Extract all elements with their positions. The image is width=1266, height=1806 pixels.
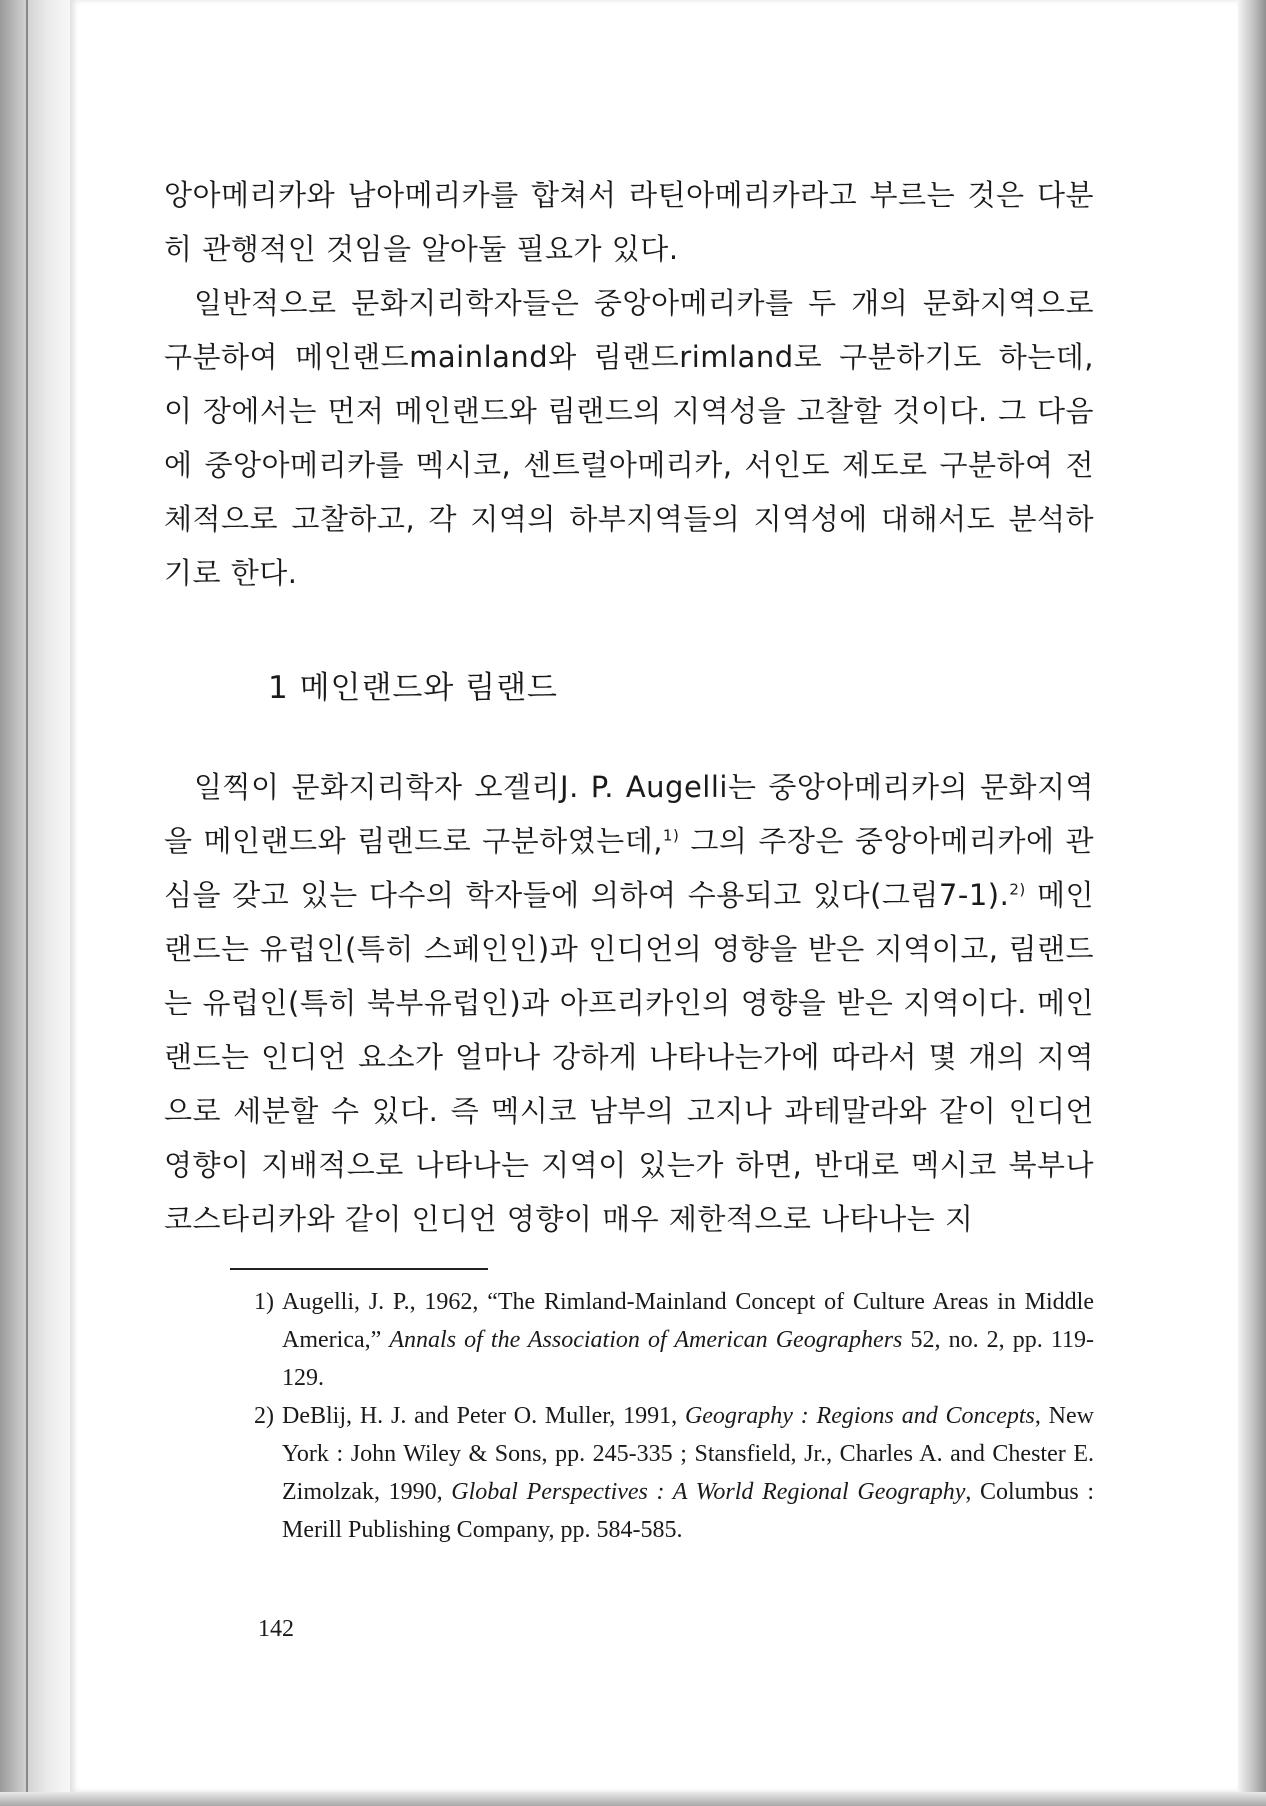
book-edge-right	[1238, 0, 1266, 1806]
footnote-divider	[230, 1268, 488, 1270]
footnote-text: , New York : John Wiley & Sons, pp. 245-335 ; Stansfield, Jr., Charles A. and Chester E. Zimolzak, 1990,	[282, 1403, 1095, 1505]
footnote-ref-2: 2)	[1009, 880, 1026, 899]
footnote-book-title: Global Perspectives : A World Regional Geography	[451, 1479, 966, 1505]
footnote-1	[254, 1283, 1094, 1397]
paragraph-intro: 일반적으로 문화지리학자들은 중앙아메리카를 두 개의 문화지역으로 구분하여 메인랜드mainland와 림랜드rimland로 구분하기도 하는데, 이 장에서는 먼저 메인랜드와 림랜드의 지역성을 고찰할 것이다. 그 다음에 중앙아메리카를 멕시코, 센트럴아메리카, 서인도 제도로 구분하여 전체적으로 고찰하고, 각 지역의 하부지역들의 지역성에 대해서도 분석하기로 한다.	[164, 286, 1094, 590]
footnote-book-title: Geography : Regions and Concepts	[684, 1403, 1035, 1429]
page-number: 142	[258, 1616, 294, 1642]
paragraph-continued: 앙아메리카와 남아메리카를 합쳐서 라틴아메리카라고 부르는 것은 다분히 관행적인 것임을 알아둘 필요가 있다.	[164, 178, 1094, 266]
footnote-2	[254, 1397, 1094, 1549]
footnote-text: Augelli, J. P., 1962, “The Rimland-Mainland Concept of Culture Areas in Middle America,”	[282, 1289, 1094, 1353]
book-edge-bottom	[0, 1792, 1266, 1806]
footnote-text: 52, no. 2, pp. 119-129.	[282, 1327, 1094, 1391]
book-edge-left	[0, 0, 70, 1806]
footnote-text: DeBlij, H. J. and Peter O. Muller, 1991,	[282, 1403, 685, 1429]
footnote-journal-title: Annals of the Association of American Geographers	[389, 1327, 903, 1353]
paragraph-text-a: 일찍이 문화지리학자 오겔리J. P. Augelli는 중앙아메리카의 문화지역을 메인랜드와 림랜드로 구분하였는데,	[164, 770, 1094, 858]
paragraph-mainland-rimland	[164, 760, 1094, 1246]
footnote-ref-1: 1)	[662, 826, 680, 845]
footnotes	[254, 1283, 1094, 1549]
paragraph-text-c: 메인랜드는 유럽인(특히 스페인인)과 인디언의 영향을 받은 지역이고, 림랜드는 유럽인(특히 북부유럽인)과 아프리카인의 영향을 받은 지역이다. 메인랜드는 인디언 요소가 얼마나 강하게 나타나는가에 따라서 몇 개의 지역으로 세분할 수 있다. 즉 멕시코 남부의 고지나 과테말라와 같이 인디언 영향이 지배적으로 나타나는 지역이 있는가 하면, 반대로 멕시코 북부나 코스타리카와 같이 인디언 영향이 매우 제한적으로 나타나는 지	[164, 878, 1094, 1236]
footnote-number: 1)	[254, 1289, 274, 1315]
footnote-number: 2)	[254, 1403, 274, 1429]
footnote-text: , Columbus : Merill Publishing Company, pp. 584-585.	[282, 1479, 1094, 1543]
section-heading: 1 메인랜드와 림랜드	[268, 670, 558, 706]
paragraph-text-b: 그의 주장은 중앙아메리카에 관심을 갖고 있는 다수의 학자들에 의하여 수용되고 있다(그림7-1).	[164, 824, 1094, 912]
